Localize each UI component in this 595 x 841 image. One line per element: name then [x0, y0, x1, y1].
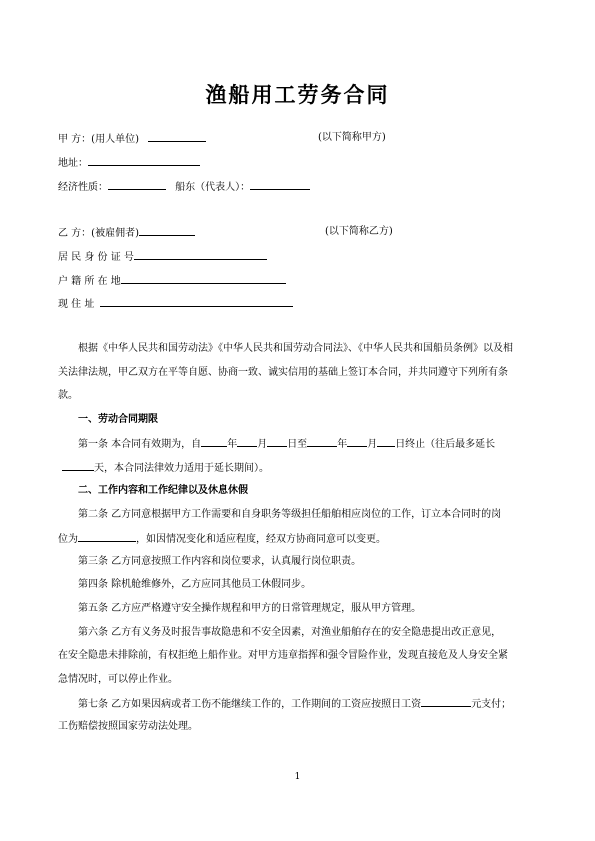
start-day-blank[interactable] [267, 436, 287, 447]
preamble-line-1: 根据《中华人民共和国劳动法》《中华人民共和国劳动合同法》、《中华人民共和国船员条例》以及相 [78, 343, 513, 354]
econ-label: 经济性质： [58, 182, 108, 193]
hukou-label: 户 籍 所 在 地 [58, 276, 121, 287]
article-6-line-1: 第六条 乙方有义务及时报告事故隐患和不安全因素，对渔业船舶存在的安全隐患提出改正意见， [78, 627, 502, 638]
party-b-blank[interactable] [139, 225, 195, 236]
preamble-line-3: 款。 [58, 390, 78, 401]
address-label: 地址： [58, 158, 88, 169]
end-day-blank[interactable] [377, 436, 395, 447]
party-a-blank[interactable] [148, 131, 206, 142]
month-label: 月 [257, 439, 268, 450]
party-b-id-line [58, 249, 267, 265]
section-1-heading: 一、劳动合同期限 [78, 414, 158, 425]
section-2-heading: 二、工作内容和工作纪律以及休息休假 [78, 485, 248, 496]
article-6-line-3: 急情况时，可以停止作业。 [58, 674, 178, 685]
article-7-line-1 [78, 696, 511, 712]
article-2-text-pre: 位为 [58, 534, 78, 545]
day-end-label: 日终止（往后最多延长 [395, 439, 496, 450]
residence-blank[interactable] [100, 296, 293, 307]
econ-blank[interactable] [108, 179, 166, 190]
extension-days-blank[interactable] [62, 460, 94, 471]
preamble-line-2: 关法律法规，甲乙双方在平等自愿、协商一致、诚实信用的基础上签订本合同，并共同遵守下列所有条 [58, 367, 508, 378]
owner-label: 船东（代表人）： [175, 182, 251, 193]
party-a-address-line [58, 155, 200, 171]
end-month-blank[interactable] [347, 436, 367, 447]
residence-label: 现 住 址 [58, 299, 95, 310]
month-label-2: 月 [367, 439, 378, 450]
page-number: 1 [294, 772, 301, 782]
party-b-residence-line [58, 296, 293, 312]
year-label-2: 年 [337, 439, 348, 450]
position-blank[interactable] [78, 531, 136, 542]
document-title: 渔船用工劳务合同 [205, 83, 390, 107]
day-to-label: 日至 [287, 439, 308, 450]
article-1-line-1 [78, 436, 495, 452]
article-3: 第三条 乙方同意按照工作内容和岗位要求，认真履行岗位职责。 [78, 556, 362, 567]
article-2-text-post: ，如因情况变化和适应程度，经双方协商同意可以变更。 [136, 534, 386, 545]
article-2-line-1: 第二条 乙方同意根据甲方工作需要和自身职务等级担任船舶相应岗位的工作，订立本合同时的岗 [78, 509, 502, 520]
start-month-blank[interactable] [237, 436, 257, 447]
start-year-blank[interactable] [201, 436, 227, 447]
article-4: 第四条 除机舱维修外，乙方应同其他员工休假同步。 [78, 579, 312, 590]
article-7-text-post: 元支付； [471, 699, 512, 710]
article-2-line-2 [58, 531, 386, 547]
party-b-label: 乙 方：(被雇佣者) [58, 228, 139, 239]
id-blank[interactable] [134, 249, 267, 260]
party-a-note: (以下简称甲方) [318, 132, 386, 143]
article-1-text: 第一条 本合同有效期为，自 [78, 439, 202, 450]
hukou-blank[interactable] [121, 273, 286, 284]
article-1-line-2 [62, 460, 269, 476]
article-7-text-pre: 第七条 乙方如果因病或者工伤不能继续工作的，工作期间的工资应按照日工资 [78, 699, 422, 710]
year-label: 年 [227, 439, 238, 450]
party-b-hukou-line [58, 273, 286, 289]
id-label: 居 民 身 份 证 号 [58, 252, 134, 263]
daily-wage-blank[interactable] [421, 696, 471, 707]
party-a-line [58, 131, 206, 147]
party-a-econ-line [58, 179, 310, 195]
party-a-label: 甲 方：(用人单位) [58, 134, 139, 145]
article-1-text-2: 天，本合同法律效力适用于延长期间）。 [94, 463, 269, 474]
owner-blank[interactable] [250, 179, 310, 190]
address-blank[interactable] [88, 155, 200, 166]
party-b-note: (以下简称乙方) [325, 226, 393, 237]
article-5: 第五条 乙方应严格遵守安全操作规程和甲方的日常管理规定，服从甲方管理。 [78, 603, 422, 614]
end-year-blank[interactable] [307, 436, 337, 447]
article-6-line-2: 在安全隐患未排除前，有权拒绝上船作业。对甲方违章指挥和强令冒险作业，发现直接危及人身安全紧 [58, 650, 508, 661]
party-b-line [58, 225, 195, 241]
article-7-line-2: 工伤赔偿按照国家劳动法处理。 [58, 721, 198, 732]
